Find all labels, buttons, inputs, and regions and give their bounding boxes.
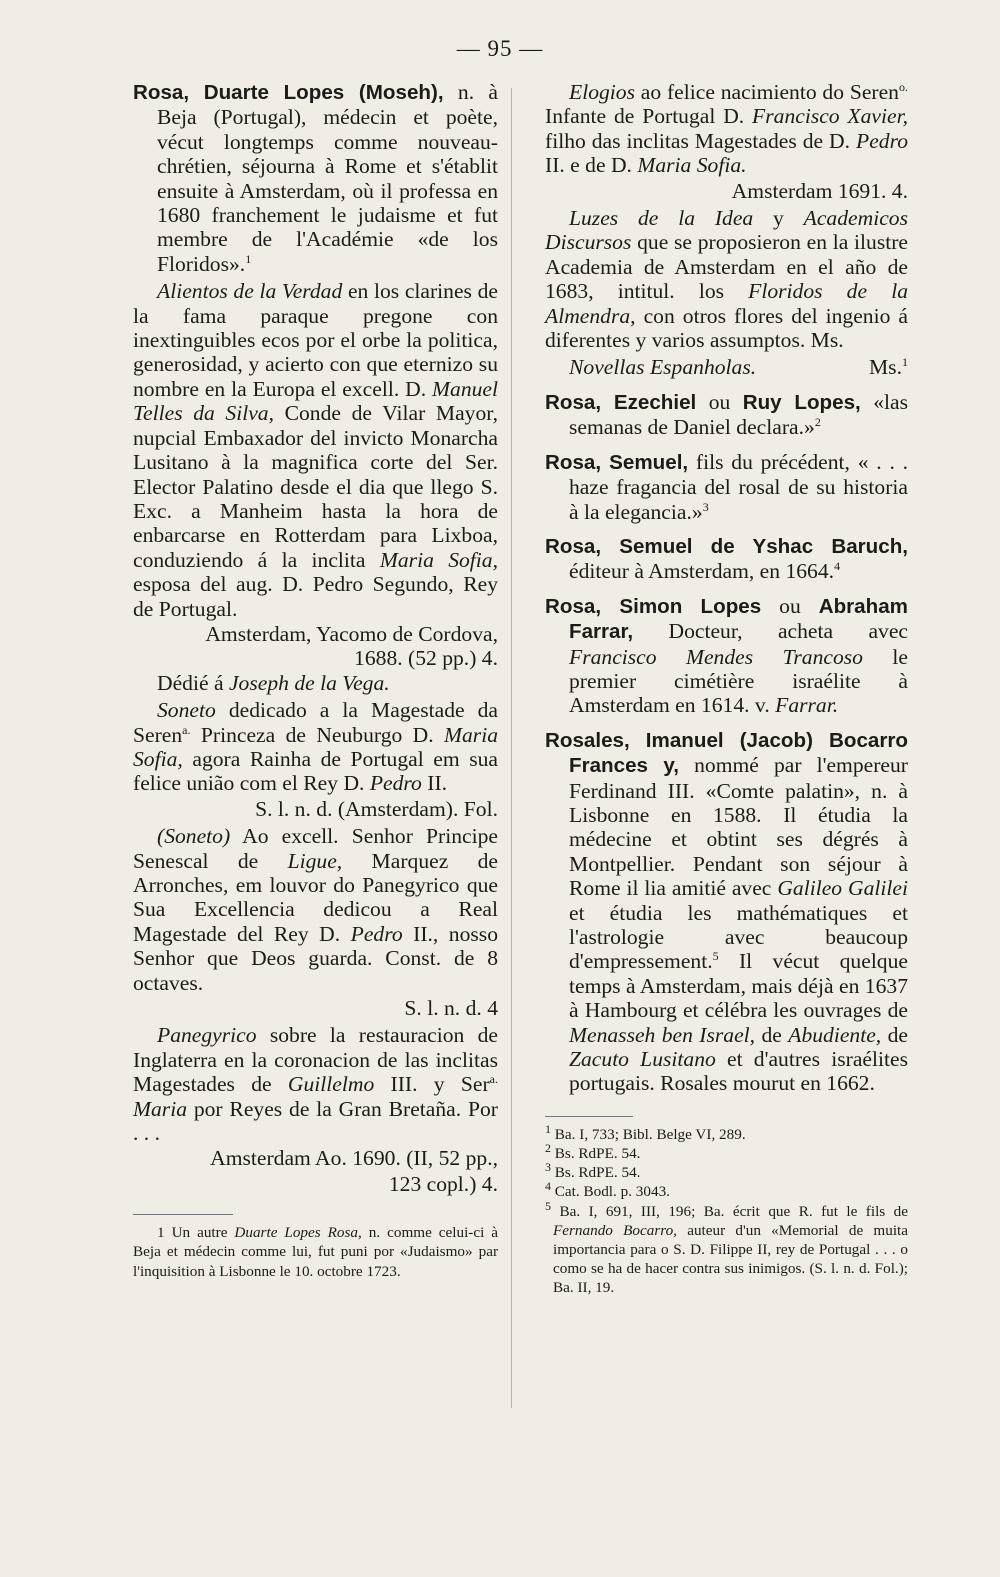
person-name: Maria Sofia.: [637, 153, 747, 178]
book-title: Academicos Discursos: [545, 206, 908, 255]
footnote-text: n. comme celui-ci à Beja et médecin comme lui, fut puni por «Judaismo» par l'inquisition à Lisbonne le 10. octobre 1723.: [133, 1224, 499, 1280]
entry-text: de: [887, 1022, 908, 1047]
footnote-number: 1: [545, 1121, 551, 1136]
headword: Ruy Lopes,: [742, 390, 861, 414]
book-text: III. y Ser: [390, 1072, 490, 1097]
book-text: Dédié á: [157, 670, 224, 695]
book-title: Floridos de la Almendra,: [545, 279, 908, 328]
person-name: Abudiente,: [788, 1022, 882, 1047]
person-name: Maria Sofia,: [133, 722, 498, 771]
book-text: Ao excell. Senhor Principe Senescal de: [133, 824, 498, 873]
book-title: Panegyrico: [157, 1023, 257, 1048]
person-name: Maria Sofia,: [379, 547, 498, 572]
footnote-ref: 3: [702, 499, 709, 514]
book-text: II., nosso Senhor que Deos guarda. Const. de 8 octaves.: [133, 921, 499, 995]
footnote-number: 4: [545, 1179, 551, 1194]
page-number: — 95 —: [456, 36, 544, 61]
footnote-number: 1: [157, 1224, 165, 1242]
column-rule: [511, 88, 512, 1408]
footnote: [545, 1160, 908, 1182]
footnote-separator: [133, 1214, 233, 1215]
person-name: Francisco Xavier,: [752, 104, 908, 129]
footnote-ref: 1: [245, 251, 252, 266]
entry-text: «las semanas de Daniel declara.»: [569, 389, 908, 440]
book-text: dedicado a la Magestade da Seren: [133, 698, 498, 747]
footnote-text: Un autre: [171, 1224, 228, 1242]
person-name: Fernando Bocarro,: [553, 1221, 677, 1239]
person-name: Farrar.: [775, 693, 839, 718]
headword: Rosa, Simon Lopes: [545, 594, 762, 618]
book-novellas: [545, 355, 908, 379]
superscript: a.: [489, 1072, 498, 1087]
headword: Rosa, Semuel de Yshac Baruch,: [545, 534, 908, 558]
superscript: a.: [182, 722, 191, 737]
see-also: v.: [754, 693, 770, 718]
entry-text: et d'autres israélites portugais. Rosales mourut en 1662.: [569, 1047, 908, 1096]
right-column: [545, 80, 908, 1298]
person-name: Zacuto Lusitano: [569, 1047, 716, 1072]
book-title: Novellas Espanholas.: [569, 355, 757, 380]
ms-label: Ms.: [868, 355, 902, 380]
imprint: S. l. n. d. (Amsterdam). Fol.: [255, 796, 498, 821]
footnote-ref: 1: [902, 355, 908, 370]
book-text: por Reyes de la Gran Bretaña. Por . . .: [133, 1096, 498, 1146]
entry-text: nommé par l'empereur Ferdinand III. «Comte palatin», n. à Lisbonne en 1588. Il étudia la médecine et obtint ses dégrés à Montpellier. Pendant son séjour à Rome il lia amitié avec: [569, 753, 908, 901]
person-name: Maria: [133, 1096, 187, 1121]
imprint: Amsterdam 1691. 4.: [731, 178, 908, 203]
footnote: [545, 1179, 908, 1201]
left-column: [133, 80, 498, 1281]
entry-text: éditeur à Amsterdam, en 1664.: [569, 559, 835, 584]
footnote-separator: [545, 1116, 633, 1117]
imprint: Amsterdam, Yacomo de Cordova, 1688. (52 pp.) 4.: [205, 621, 498, 671]
book-elogios: [545, 80, 908, 203]
person-name: Pedro: [856, 128, 908, 153]
entry-text: fils du précédent, « . . . haze fragancia del rosal de su historia à la elegancia.»: [569, 449, 908, 524]
entry-rosa-semuel-yshac: [545, 534, 908, 584]
entry-text: Docteur, acheta avec: [668, 619, 908, 644]
book-soneto-2: [133, 824, 498, 1020]
footnote-ref: 5: [712, 949, 719, 964]
person-name: Galileo Galilei: [777, 876, 908, 901]
book-text: II. e de D.: [545, 153, 632, 178]
person-name: Francisco Mendes Trancoso: [569, 644, 863, 669]
book-title: (Soneto): [157, 824, 231, 849]
book-panegyrico: [133, 1023, 498, 1196]
headword: Rosa, Semuel,: [545, 450, 689, 474]
footnotes-left: [133, 1223, 498, 1281]
book-text: agora Rainha de Portugal em sua felice união com el Rey D.: [133, 746, 498, 796]
imprint: 123 copl.) 4.: [388, 1171, 498, 1196]
person-name: Joseph de la Vega.: [228, 670, 390, 695]
superscript: o.: [898, 79, 908, 94]
entry-rosa-semuel: [545, 450, 908, 524]
headword: Rosa, Ezechiel: [545, 390, 697, 414]
footnote-number: 5: [545, 1198, 551, 1213]
person-name: Guillelmo: [287, 1072, 375, 1097]
footnote-text: Cat. Bodl. p. 3043.: [554, 1183, 670, 1201]
footnote-number: 2: [545, 1140, 551, 1155]
entry-text: ou: [779, 593, 801, 618]
book-title: Luzes de la Idea: [569, 206, 754, 231]
entry-text: le premier cimétière israélite à Amsterdam en 1614.: [569, 644, 908, 718]
book-soneto-1: [133, 698, 498, 821]
entry-rosa-simon: [545, 594, 908, 718]
entry-rosa-duarte: [133, 80, 498, 276]
person-name: Menasseh ben Israel,: [569, 1022, 756, 1047]
entry-text: n. à Beja (Portugal), médecin et poète, vécut longtemps comme nouveau-chrétien, séjourna à Rome et s'établit ensuite à Amsterdam, où il professa en 1680 franchement le judaisme et fut membre de l'Académie «de los Floridos».: [157, 80, 498, 276]
headword: Rosales, Imanuel (Jacob) Bocarro Frances y,: [545, 728, 908, 778]
book-title: Elogios: [569, 80, 635, 104]
book-text: Conde de Vilar Mayor, nupcial Embaxador del invicto Monarcha Lusitano à la magnifica corte del Ser. Elector Palatino desde el dia que llego S. Exc. a Manheim hasta la hora de enbarcarse en Rotterdam para Lixboa, conduziendo á la inclita: [133, 401, 498, 572]
book-title: Soneto: [157, 698, 216, 723]
imprint: S. l. n. d. 4: [404, 996, 498, 1021]
entry-text: Il vécut quelque temps à Amsterdam, mais déjà en 1637 à Hambourg et célébra les ouvrages de: [569, 949, 908, 1023]
footnote-number: 3: [545, 1160, 551, 1175]
book-text: Princeza de Neuburgo D.: [200, 722, 434, 747]
footnote-text: Bs. RdPE. 54.: [554, 1145, 641, 1163]
book-text: sobre la restauracion de Inglaterra en la coronacion de las inclitas Magestades de: [133, 1023, 498, 1097]
book-text: y: [773, 206, 784, 231]
footnote-ref: 4: [834, 559, 841, 574]
entry-text: de: [761, 1022, 782, 1047]
person-name: Duarte Lopes Rosa,: [234, 1224, 362, 1242]
person-name: Pedro: [350, 921, 403, 946]
book-text: que se proposieron en la ilustre Academia de Amsterdam en el año de 1683, intitul. los: [545, 230, 908, 304]
entry-text: et étudia les mathématiques et l'astrologie avec beaucoup d'empressement.: [569, 900, 908, 974]
person-name: Ligue,: [287, 848, 343, 873]
footnote-text: auteur d'un «Memorial de muita importancia para o S. D. Filippe II, rey de Portugal . . . o como se ha de hacer contra sus inimigos. (S. l. n. d. Fol.); Ba. II, 19.: [553, 1221, 908, 1297]
book-text: filho das inclitas Magestades de D.: [545, 128, 851, 153]
imprint: Amsterdam Ao. 1690. (II, 52 pp.,: [210, 1146, 498, 1171]
footnote-text: Ba. I, 691, III, 196; Ba. écrit que R. fut le fils de: [559, 1202, 908, 1220]
footnote: [545, 1140, 908, 1163]
dedication: [133, 671, 498, 695]
footnote: [545, 1198, 908, 1298]
footnote-text: Ba. I, 733; Bibl. Belge VI, 289.: [554, 1125, 746, 1143]
headword: Abraham Farrar,: [569, 594, 908, 644]
manuscript-mark: [845, 355, 908, 379]
person-name: Pedro: [369, 771, 422, 796]
footnotes-right: [545, 1121, 908, 1298]
footnote: [133, 1223, 498, 1281]
book-alientos: [133, 279, 498, 671]
book-text: ao felice nacimiento do Seren: [640, 80, 899, 104]
footnote: [545, 1121, 908, 1144]
headword: Rosa, Duarte Lopes (Moseh),: [133, 81, 444, 104]
footnote-text: Bs. RdPE. 54.: [554, 1164, 641, 1182]
entry-rosales: [545, 728, 908, 1096]
book-text: Marquez de Arronches, em louvor do Panegyrico que Sua Excellencia dedicou a Real Magestade del Rey D.: [133, 848, 498, 946]
book-text: II.: [427, 771, 448, 796]
book-text: en los clarines de la fama paraque pregone con inextinguibles ecos por el orbe la politica, generosidad, y acierto con que eternizo su nombre en la Europa el excell. D.: [133, 279, 498, 401]
book-luzes: [545, 206, 908, 352]
book-text: con otros flores del ingenio á diferentes y varios assumptos. Ms.: [545, 303, 908, 353]
footnote-ref: 2: [814, 415, 821, 430]
book-title: Alientos de la Verdad: [157, 279, 343, 304]
person-name: Manuel Telles da Silva,: [133, 376, 498, 426]
book-text: esposa del aug. D. Pedro Segundo, Rey de Portugal.: [133, 572, 498, 621]
entry-rosa-ezechiel: [545, 390, 908, 440]
book-text: Infante de Portugal D.: [545, 104, 745, 129]
entry-text: ou: [708, 389, 731, 414]
